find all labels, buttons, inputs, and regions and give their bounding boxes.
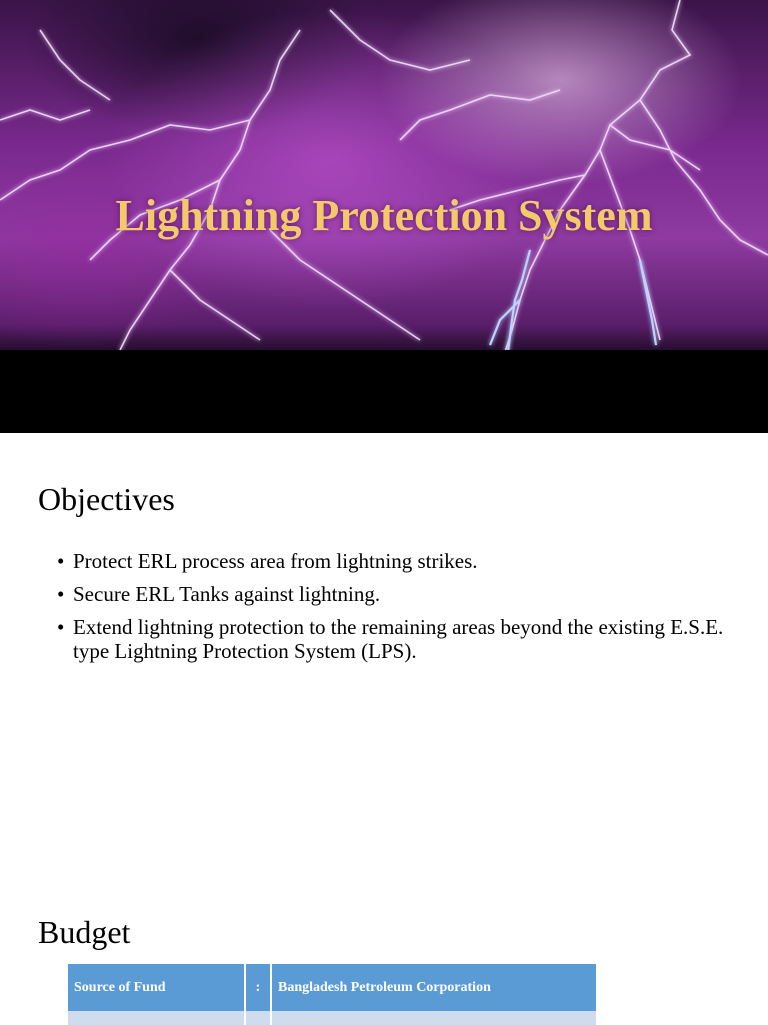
ground-silhouette <box>0 350 768 433</box>
budget-table <box>66 964 598 1025</box>
table-cell-separator: : <box>246 964 270 1011</box>
list-item <box>57 549 737 573</box>
budget-slide <box>0 868 768 1024</box>
list-item <box>57 582 737 606</box>
bullet-icon: • <box>57 549 65 573</box>
table-cell <box>246 1011 270 1025</box>
list-item-text: Protect ERL process area from lightning strikes. <box>73 549 478 573</box>
objectives-heading: Objectives <box>38 481 175 517</box>
budget-heading: Budget <box>38 914 131 950</box>
table-row <box>68 964 596 1011</box>
table-cell-value: Bangladesh Petroleum Corporation <box>272 964 596 1011</box>
list-item <box>57 615 737 663</box>
table-cell <box>272 1011 596 1025</box>
table-cell-label: Source of Fund <box>68 964 244 1011</box>
bullet-icon: • <box>57 615 65 639</box>
objectives-slide <box>0 433 768 868</box>
table-row <box>68 1011 596 1025</box>
table-cell <box>68 1011 244 1025</box>
list-item-text: Secure ERL Tanks against lightning. <box>73 582 381 606</box>
list-item-text: Extend lightning protection to the remaining areas beyond the existing E.S.E. type Lightning Protection System (LPS). <box>73 615 724 663</box>
bullet-icon: • <box>57 582 65 606</box>
title-slide <box>0 0 768 433</box>
objectives-list <box>57 549 737 672</box>
presentation-title: Lightning Protection System <box>115 191 653 240</box>
